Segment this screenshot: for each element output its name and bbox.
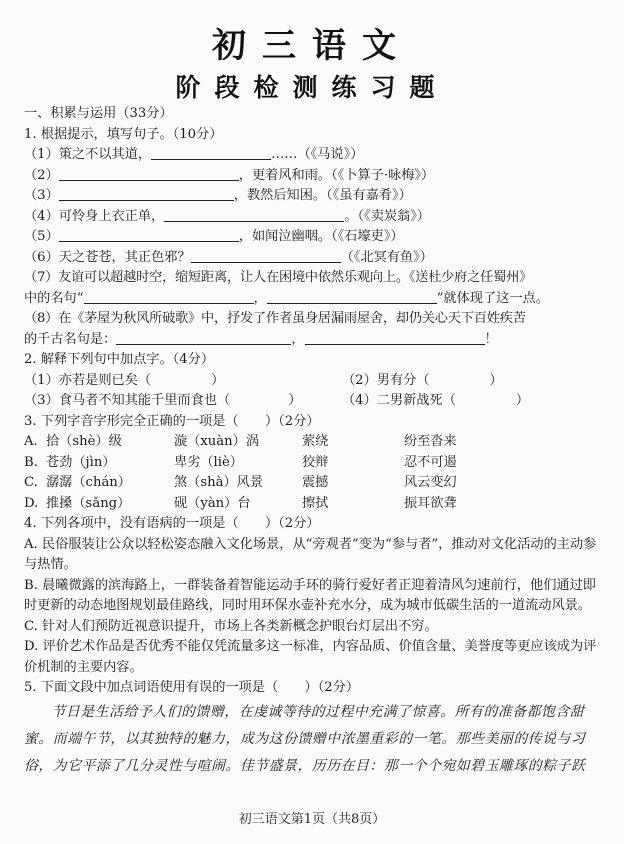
question-3-option-a[interactable] bbox=[24, 432, 608, 453]
option-label: C. bbox=[24, 475, 38, 490]
answer-blank[interactable] bbox=[164, 207, 344, 222]
answer-space[interactable] bbox=[456, 392, 516, 406]
item-text: （1）亦若是则已矣（ bbox=[24, 372, 152, 388]
item-text: ，如闻泣幽咽。（《石壕吏》） bbox=[238, 229, 404, 244]
question-4-option-a[interactable]: A. 民俗服装让公众以轻松姿态融入文化场景，从“旁观者”变为“参与者”，推动对文化活动的主动参与热情。 bbox=[24, 536, 597, 572]
answer-blank[interactable] bbox=[59, 186, 234, 201]
question-5-stem: 5. 下面文段中加点词语使用有误的一项是（ ）（2分） bbox=[24, 680, 360, 695]
question-4-option-d[interactable]: D. 评价艺术作品是否优秀不能仅凭流量多这一标准，内容品质、价值含量、美誉度等更应该成为评价机制的主要内容。 bbox=[24, 639, 597, 675]
option-cell: 风云变幻 bbox=[404, 475, 457, 490]
exam-content bbox=[24, 104, 608, 780]
page-title: 初三语文 bbox=[212, 26, 412, 66]
section-heading: 一、积累与运用（33分） bbox=[24, 106, 173, 121]
option-cell: 振耳欲聋 bbox=[404, 495, 457, 511]
option-cell: 拾（shè）级 bbox=[46, 434, 122, 449]
answer-blank[interactable] bbox=[116, 330, 291, 345]
answer-space[interactable] bbox=[430, 372, 490, 386]
answer-blank[interactable] bbox=[191, 248, 341, 263]
question-2-row-2 bbox=[24, 391, 608, 412]
question-1-item-8-line-1: （8）在《茅屋为秋风所破歌》中，抒发了作者虽身居漏雨屋舍，却仍关心天下百姓疾苦 bbox=[24, 311, 526, 326]
option-label: D. bbox=[24, 495, 39, 511]
item-text: ） bbox=[489, 372, 503, 388]
option-cell: 推搡（sǎng） bbox=[46, 495, 131, 511]
option-label: A. bbox=[24, 434, 38, 449]
page-subtitle: 阶段检测练习题 bbox=[175, 73, 449, 102]
item-text: （2）男有分（ bbox=[342, 372, 430, 388]
item-text: （4）可怜身上衣正单， bbox=[24, 208, 165, 224]
question-3-option-c[interactable] bbox=[24, 473, 608, 494]
item-text: ， bbox=[291, 331, 305, 347]
answer-blank[interactable] bbox=[267, 289, 437, 304]
option-cell: 纷至沓来 bbox=[404, 434, 457, 449]
item-text: ） bbox=[288, 393, 302, 408]
question-2-row-1 bbox=[24, 371, 608, 392]
option-cell: 擦拭 bbox=[302, 495, 329, 511]
option-cell: 震撼 bbox=[302, 475, 329, 490]
option-cell: 狡辩 bbox=[302, 454, 329, 470]
answer-blank[interactable] bbox=[59, 227, 239, 242]
option-cell: 砚（yàn）台 bbox=[174, 495, 251, 511]
answer-blank[interactable] bbox=[151, 145, 271, 160]
question-3-option-b[interactable] bbox=[24, 453, 608, 474]
question-3-stem: 3. 下列字音字形完全正确的一项是（ ）（2分） bbox=[24, 413, 320, 429]
answer-space[interactable] bbox=[151, 372, 211, 386]
question-1-item-1 bbox=[24, 145, 608, 166]
question-1-item-6 bbox=[24, 248, 608, 269]
item-text: ”就体现了这一点。 bbox=[436, 290, 549, 306]
question-1-stem: 1. 根据提示，填写句子。（10分） bbox=[24, 126, 223, 142]
question-5-passage: 节日是生活给予人们的馈赠，在虔诚等待的过程中充满了惊喜。所有的准备都饱含甜蜜。而端午节，以其独特的魅力，成为这份馈赠中浓墨重彩的一笔。那些美丽的传说与习俗，为它平添了几分灵性与喧闹。佳节盛景，历历在目：那一个个宛如碧玉雕琢的粽子跃 bbox=[24, 703, 586, 774]
item-text: 的千古名句是： bbox=[24, 331, 117, 347]
item-text: （3） bbox=[24, 188, 59, 203]
question-2-stem: 2. 解释下列句中加点字。（4分） bbox=[24, 352, 215, 367]
option-label: B. bbox=[24, 454, 38, 470]
item-text: ） bbox=[211, 372, 225, 388]
option-cell: 卑劣（liè） bbox=[174, 454, 243, 470]
item-text: （1）策之不以其道， bbox=[24, 147, 152, 162]
item-text: （5） bbox=[24, 229, 59, 244]
item-text: （2） bbox=[24, 167, 59, 183]
option-cell: 苍劲（jìn） bbox=[46, 454, 116, 470]
item-text: ，教然后知困。（《虽有嘉肴》） bbox=[233, 188, 412, 203]
item-text: ！ bbox=[484, 331, 498, 347]
option-cell: 潺潺（chán） bbox=[46, 475, 131, 490]
option-cell: 忍不可遏 bbox=[404, 454, 457, 470]
question-4-option-b[interactable]: B. 晨曦微露的滨海路上，一群装备着智能运动手环的骑行爱好者正迎着清风匀速前行，他们通过即时更新的动态地图规划最佳路线，同时用环保水壶补充水分，成为城市低碳生活的一道流动风景。 bbox=[24, 577, 596, 613]
question-1-item-2 bbox=[24, 166, 608, 187]
question-1-item-5 bbox=[24, 227, 608, 248]
item-text: ……（《马说》） bbox=[271, 147, 364, 162]
item-text: （《北冥有鱼》） bbox=[340, 249, 433, 265]
question-1-item-8-line-2 bbox=[24, 330, 608, 351]
page-footer: 初三语文第1页（共8页） bbox=[238, 812, 386, 827]
answer-blank[interactable] bbox=[59, 166, 239, 181]
option-cell: 萦绕 bbox=[302, 434, 329, 449]
item-text: 中的名句“ bbox=[24, 290, 84, 306]
question-1-item-4 bbox=[24, 207, 608, 228]
answer-space[interactable] bbox=[230, 392, 288, 406]
question-4-stem: 4. 下列各项中，没有语病的一项是（ ）（2分） bbox=[24, 516, 320, 531]
question-1-item-7-line-1: （7）友谊可以超越时空，缩短距离，让人在困境中依然乐观向上。《送杜少府之任蜀州》 bbox=[24, 270, 533, 285]
question-1-item-7-line-2 bbox=[24, 289, 608, 310]
option-cell: 漩（xuàn）涡 bbox=[174, 434, 260, 449]
answer-blank[interactable] bbox=[305, 330, 485, 345]
question-1-item-3 bbox=[24, 186, 608, 207]
item-text: ） bbox=[515, 393, 530, 408]
item-text: 。（《卖炭翁》） bbox=[344, 208, 430, 224]
option-cell: 煞（shà）风景 bbox=[174, 475, 264, 490]
item-text: （6）天之苍苍，其正色邪？ bbox=[24, 249, 191, 265]
item-text: ， bbox=[253, 290, 267, 306]
question-4-option-c[interactable]: C. 针对人们预防近视意识提升，市场上各类新概念护眼台灯层出不穷。 bbox=[24, 618, 438, 634]
answer-blank[interactable] bbox=[84, 289, 254, 304]
question-3-option-d[interactable] bbox=[24, 494, 608, 515]
item-text: （3）食马者不知其能千里而食也（ bbox=[24, 393, 231, 408]
item-text: ，更着风和雨。（《卜算子·咏梅》） bbox=[238, 167, 435, 183]
item-text: （4）二男新战死（ bbox=[342, 393, 456, 408]
